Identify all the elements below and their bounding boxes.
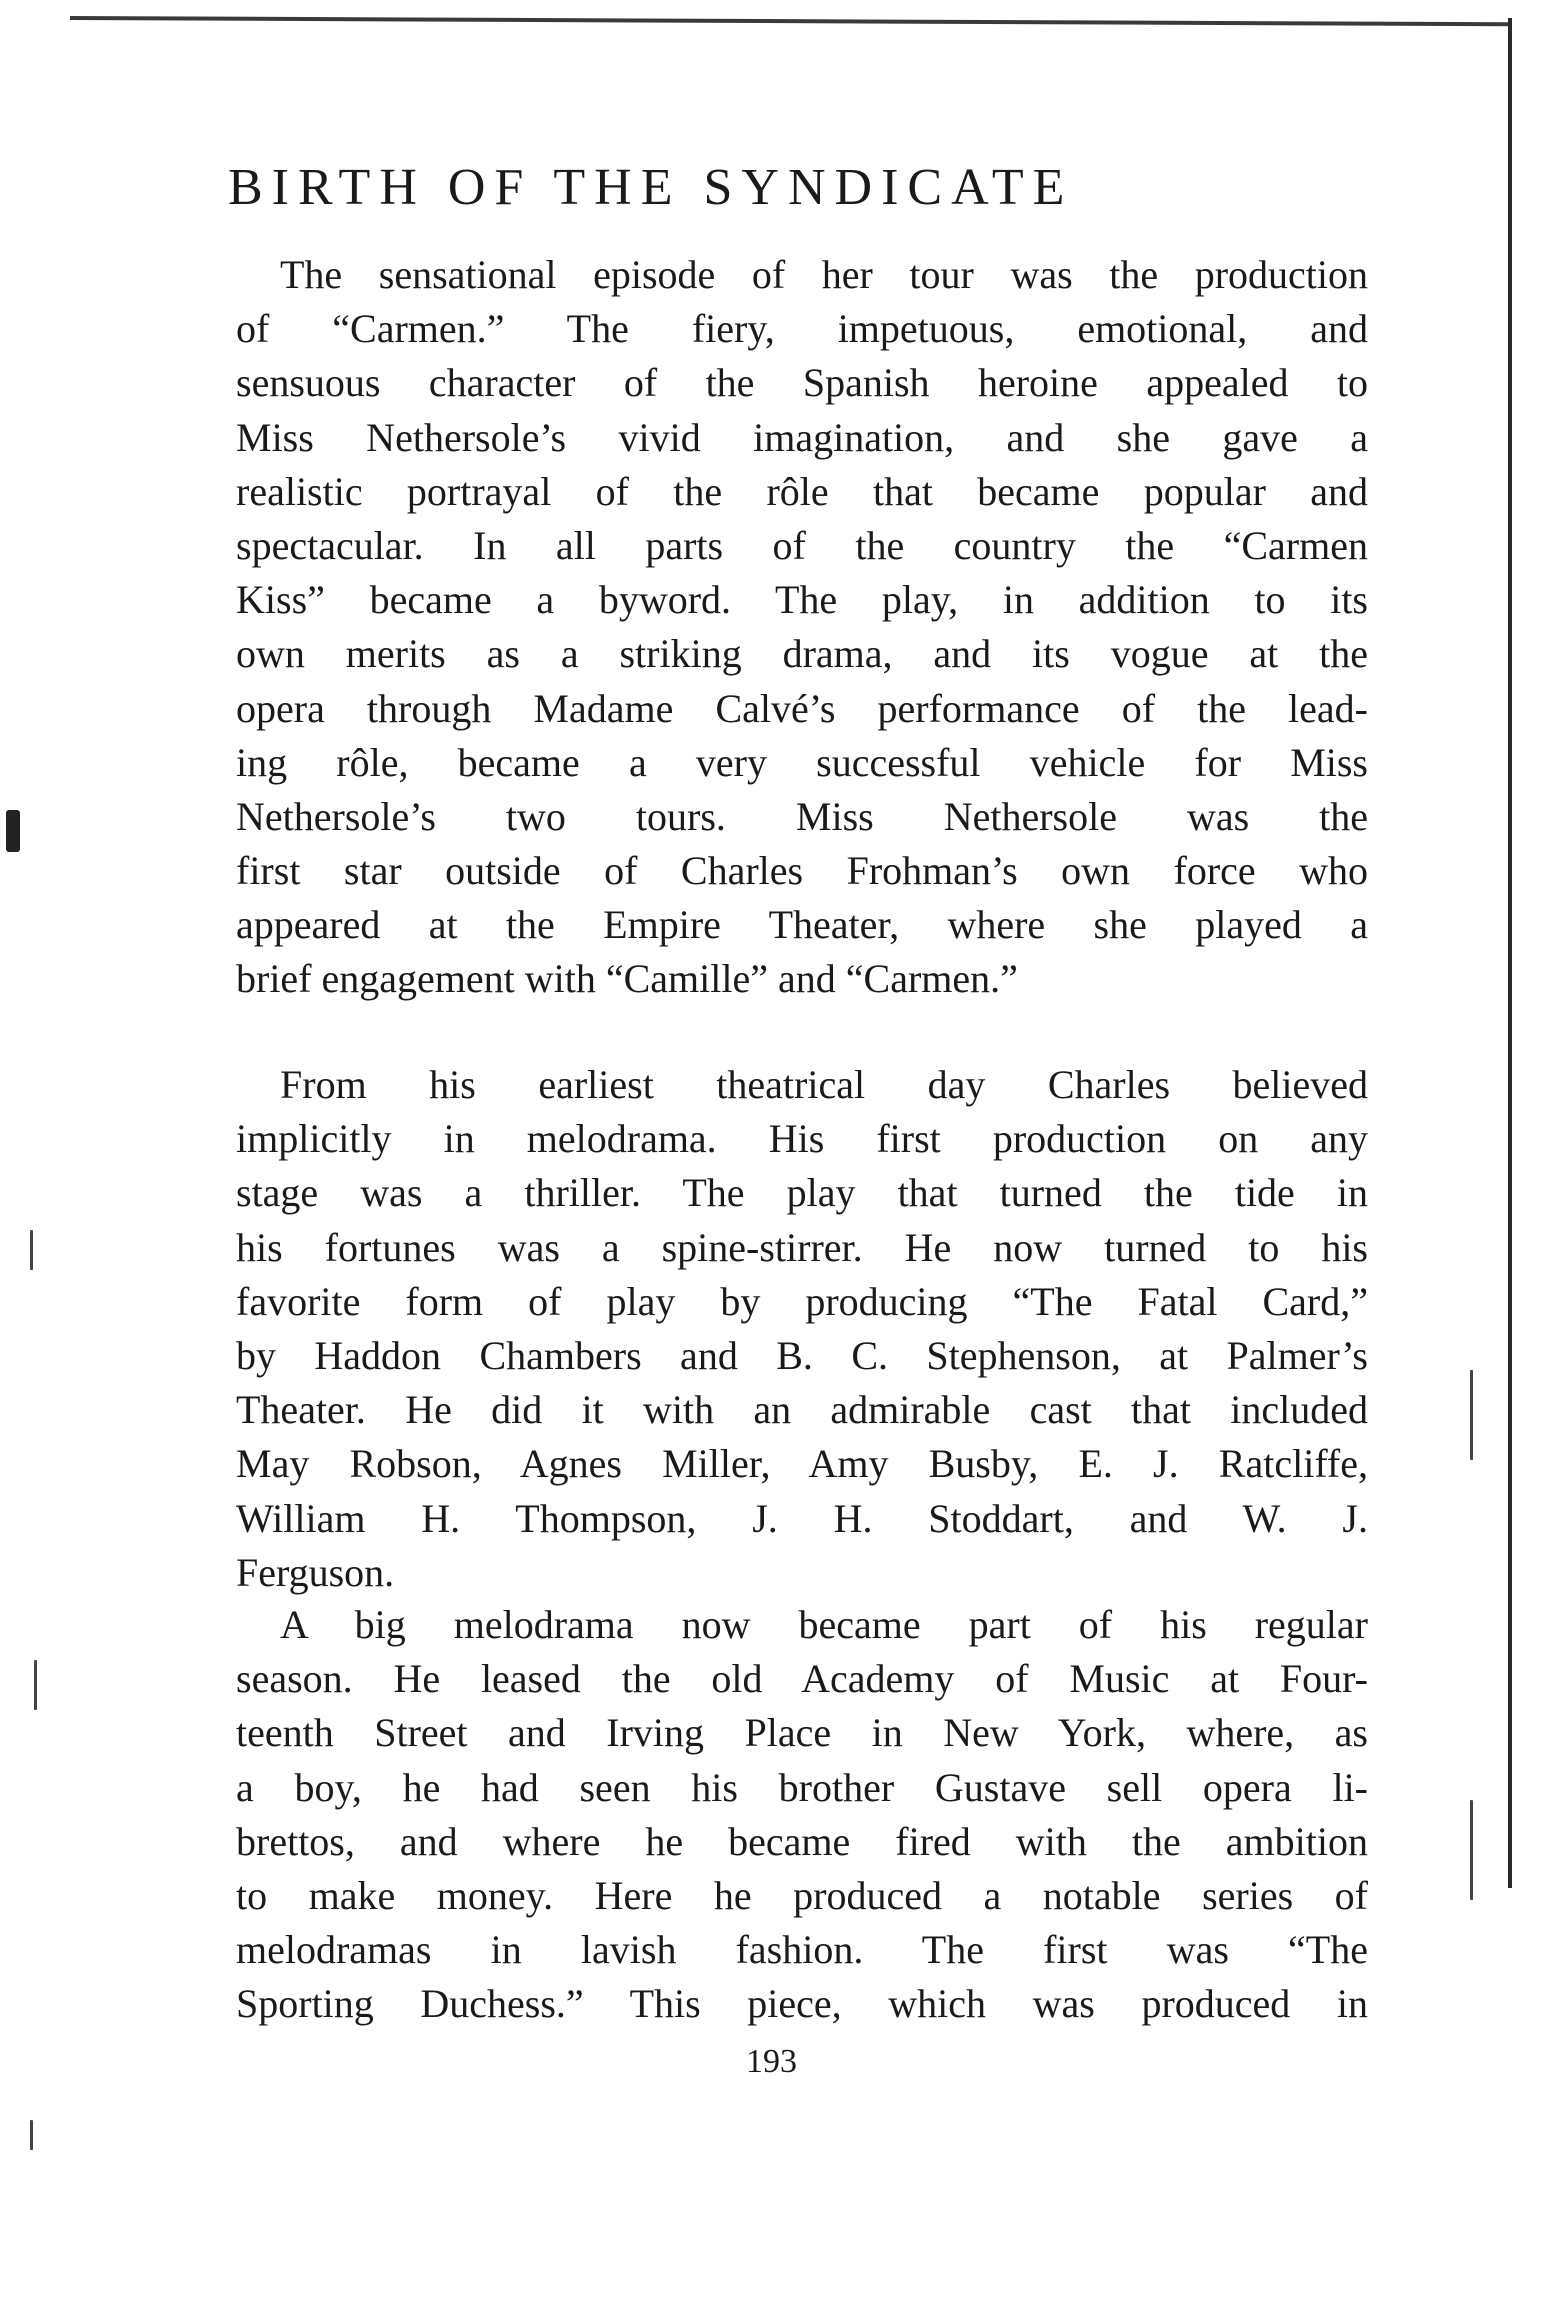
text-line: spectacular. In all parts of the country the “Carmen bbox=[236, 522, 1368, 568]
text-line: Miss Nethersole’s vivid imagination, and she gave a bbox=[236, 414, 1368, 460]
text-line: sensuous character of the Spanish heroine appealed to bbox=[236, 360, 1368, 406]
scan-speck bbox=[1470, 1370, 1473, 1460]
text-line: William H. Thompson, J. H. Stoddart, and W. J. bbox=[236, 1495, 1368, 1541]
text-line: May Robson, Agnes Miller, Amy Busby, E. J. Ratcliffe, bbox=[236, 1441, 1368, 1487]
text-line: realistic portrayal of the rôle that became popular and bbox=[236, 468, 1368, 514]
text-line: appeared at the Empire Theater, where she played a bbox=[236, 902, 1368, 948]
page-number: 193 bbox=[746, 2043, 797, 2080]
text-line: teenth Street and Irving Place in New York, where, as bbox=[236, 1710, 1368, 1756]
binding-mark bbox=[6, 810, 20, 852]
text-line: by Haddon Chambers and B. C. Stephenson, at Palmer’s bbox=[236, 1332, 1368, 1378]
text-line: first star outside of Charles Frohman’s own force who bbox=[236, 848, 1368, 894]
text-line: brettos, and where he became fired with the ambition bbox=[236, 1818, 1368, 1864]
scan-speck bbox=[1470, 1800, 1473, 1900]
scan-speck bbox=[30, 2120, 33, 2150]
scan-speck bbox=[30, 1230, 33, 1270]
text-line: implicitly in melodrama. His first production on any bbox=[236, 1116, 1368, 1162]
text-line: From his earliest theatrical day Charles believed bbox=[280, 1062, 1368, 1107]
text-line: melodramas in lavish fashion. The first was “The bbox=[236, 1927, 1368, 1973]
text-line: ing rôle, became a very successful vehicle for Miss bbox=[236, 739, 1368, 785]
text-line: stage was a thriller. The play that turned the tide in bbox=[236, 1170, 1368, 1216]
text-line: season. He leased the old Academy of Music at Four- bbox=[236, 1656, 1368, 1702]
text-line: Nethersole’s two tours. Miss Nethersole was the bbox=[236, 793, 1368, 839]
running-head: BIRTH OF THE SYNDICATE bbox=[228, 159, 1074, 216]
text-line: favorite form of play by producing “The Fatal Card,” bbox=[236, 1278, 1368, 1324]
scan-speck bbox=[34, 1660, 37, 1710]
text-line: his fortunes was a spine-stirrer. He now turned to his bbox=[236, 1224, 1368, 1270]
page-edge-top bbox=[70, 16, 1510, 26]
text-line: to make money. Here he produced a notable series of bbox=[236, 1872, 1368, 1918]
text-line: own merits as a striking drama, and its vogue at the bbox=[236, 631, 1368, 677]
text-line: opera through Madame Calvé’s performance of the lead- bbox=[236, 685, 1368, 731]
paragraph-1 bbox=[236, 248, 1368, 1007]
text-line: brief engagement with “Camille” and “Carmen.” bbox=[236, 956, 1018, 1002]
paragraph-2 bbox=[236, 1058, 1368, 1600]
text-line: The sensational episode of her tour was the production bbox=[280, 252, 1368, 297]
text-line: Ferguson. bbox=[236, 1549, 395, 1595]
page-edge-right bbox=[1508, 18, 1512, 1888]
text-line: Sporting Duchess.” This piece, which was produced in bbox=[236, 1981, 1368, 2027]
text-line: Theater. He did it with an admirable cast that included bbox=[236, 1387, 1368, 1433]
text-line: A big melodrama now became part of his regular bbox=[280, 1602, 1368, 1647]
text-line: a boy, he had seen his brother Gustave sell opera li- bbox=[236, 1764, 1368, 1810]
text-line: of “Carmen.” The fiery, impetuous, emotional, and bbox=[236, 306, 1368, 352]
text-line: Kiss” became a byword. The play, in addition to its bbox=[236, 577, 1368, 623]
paragraph-3 bbox=[236, 1598, 1368, 2032]
